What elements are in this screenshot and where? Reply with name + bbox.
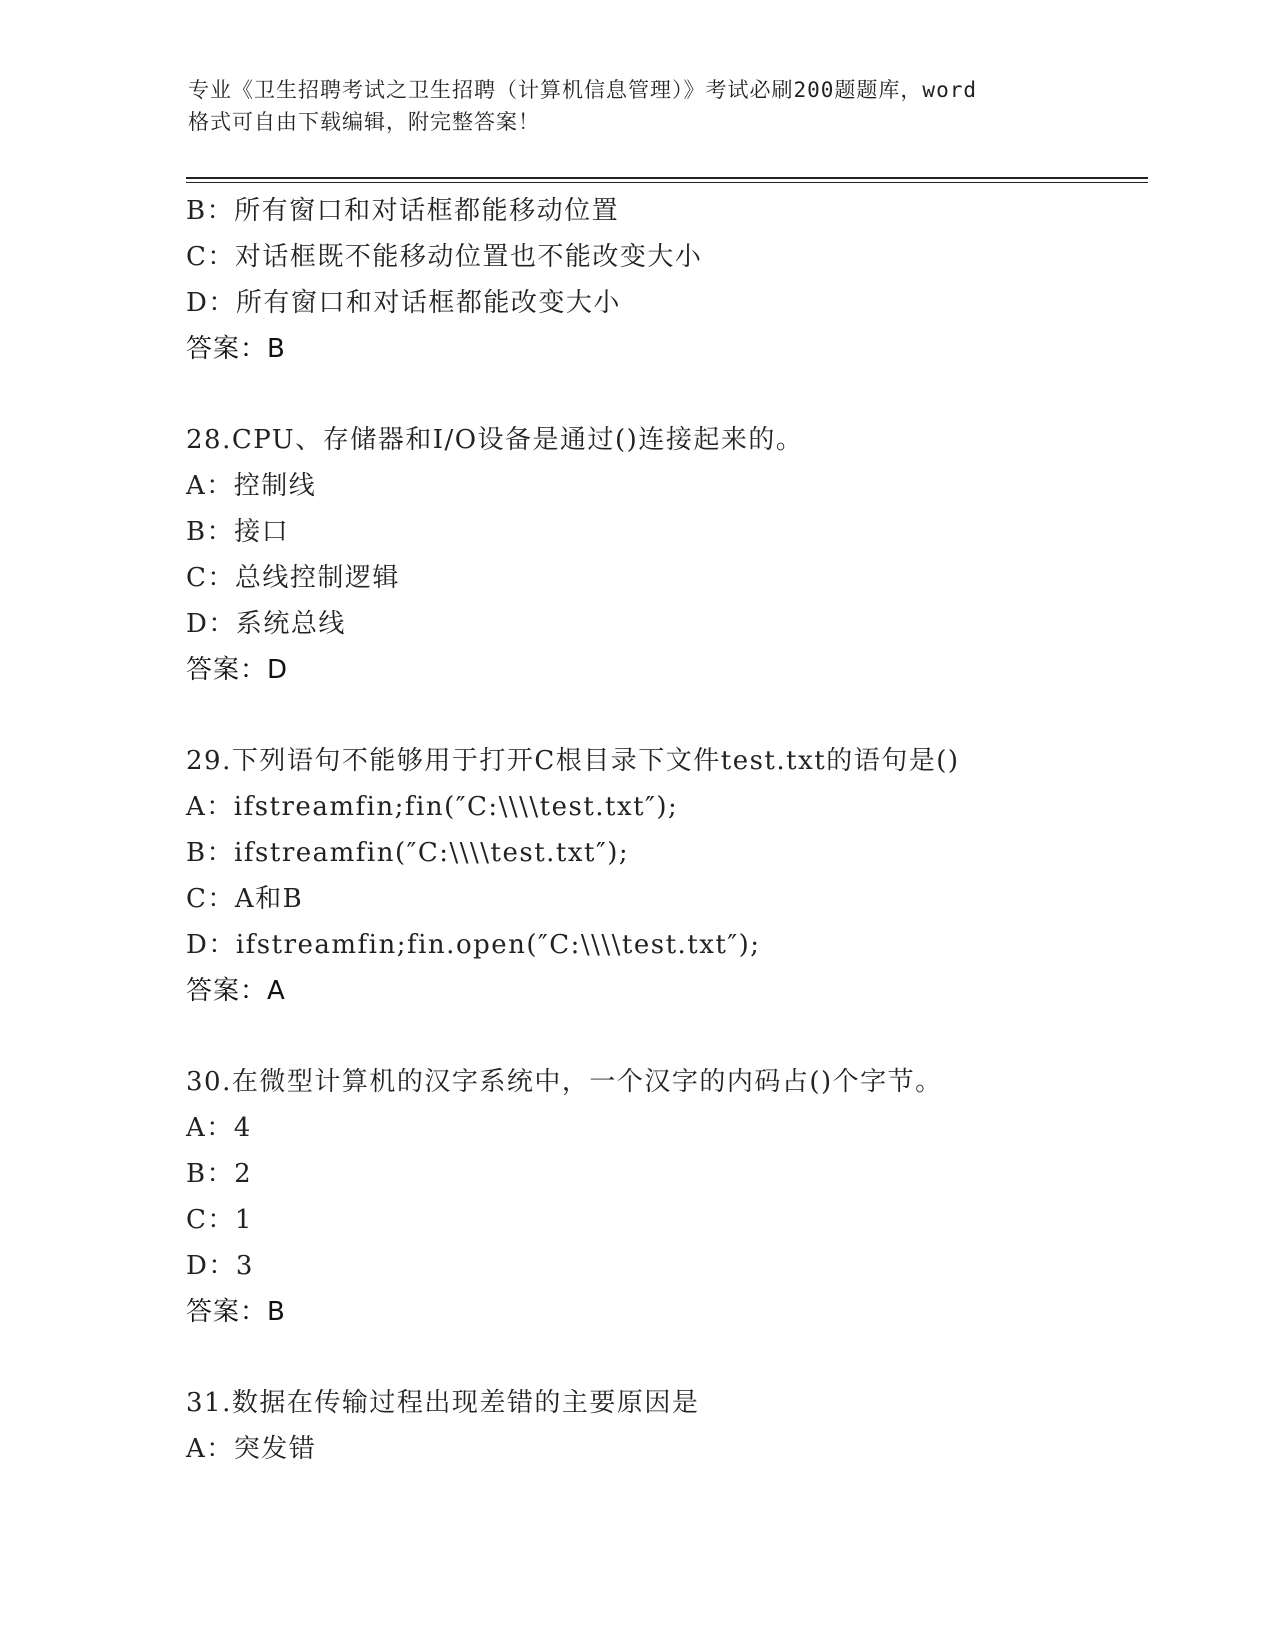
option-b: B：2 [186, 1159, 253, 1189]
question-block-31 [186, 1380, 1146, 1472]
block-spacer [186, 1014, 1146, 1059]
answer-line: 答案：B [186, 1297, 286, 1327]
option-a: A：突发错 [186, 1434, 317, 1464]
option-d: D：系统总线 [186, 609, 346, 639]
header-divider-thick [186, 177, 1148, 179]
question-block-28 [186, 417, 1146, 693]
question-text: 28.CPU、存储器和I/O设备是通过()连接起来的。 [186, 425, 804, 455]
document-header [188, 74, 1088, 138]
question-text: 29.下列语句不能够用于打开C根目录下文件test.txt的语句是() [186, 746, 960, 776]
option-b: B：接口 [186, 517, 290, 547]
option-d: D：ifstreamfin;fin.open(″C:\\\\test.txt″); [186, 930, 761, 960]
question-text: 31.数据在传输过程出现差错的主要原因是 [186, 1388, 700, 1418]
block-spacer [186, 693, 1146, 738]
question-list [186, 188, 1146, 1472]
option-c: C：总线控制逻辑 [186, 563, 400, 593]
option-c: C：1 [186, 1205, 253, 1235]
header-divider-thin [186, 182, 1148, 183]
question-block-29 [186, 738, 1146, 1014]
header-line-1: 专业《卫生招聘考试之卫生招聘（计算机信息管理）》考试必刷200题题库，word [188, 78, 977, 102]
option-a: A：控制线 [186, 471, 317, 501]
question-text: 30.在微型计算机的汉字系统中，一个汉字的内码占()个字节。 [186, 1067, 943, 1097]
option-d: D：3 [186, 1251, 254, 1281]
option-a: A：ifstreamfin;fin(″C:\\\\test.txt″); [186, 792, 679, 822]
option-c: C：A和B [186, 884, 304, 914]
option-d: D：所有窗口和对话框都能改变大小 [186, 288, 621, 318]
option-b: B：ifstreamfin(″C:\\\\test.txt″); [186, 838, 630, 868]
option-a: A：4 [186, 1113, 252, 1143]
option-b: B：所有窗口和对话框都能移动位置 [186, 196, 620, 226]
answer-line: 答案：B [186, 334, 286, 364]
option-c: C：对话框既不能移动位置也不能改变大小 [186, 242, 703, 272]
block-spacer [186, 372, 1146, 417]
header-line-2: 格式可自由下载编辑，附完整答案！ [188, 110, 540, 134]
answer-line: 答案：D [186, 655, 289, 685]
answer-line: 答案：A [186, 976, 286, 1006]
question-block-30 [186, 1059, 1146, 1335]
block-spacer [186, 1335, 1146, 1380]
question-block-27 [186, 188, 1146, 372]
